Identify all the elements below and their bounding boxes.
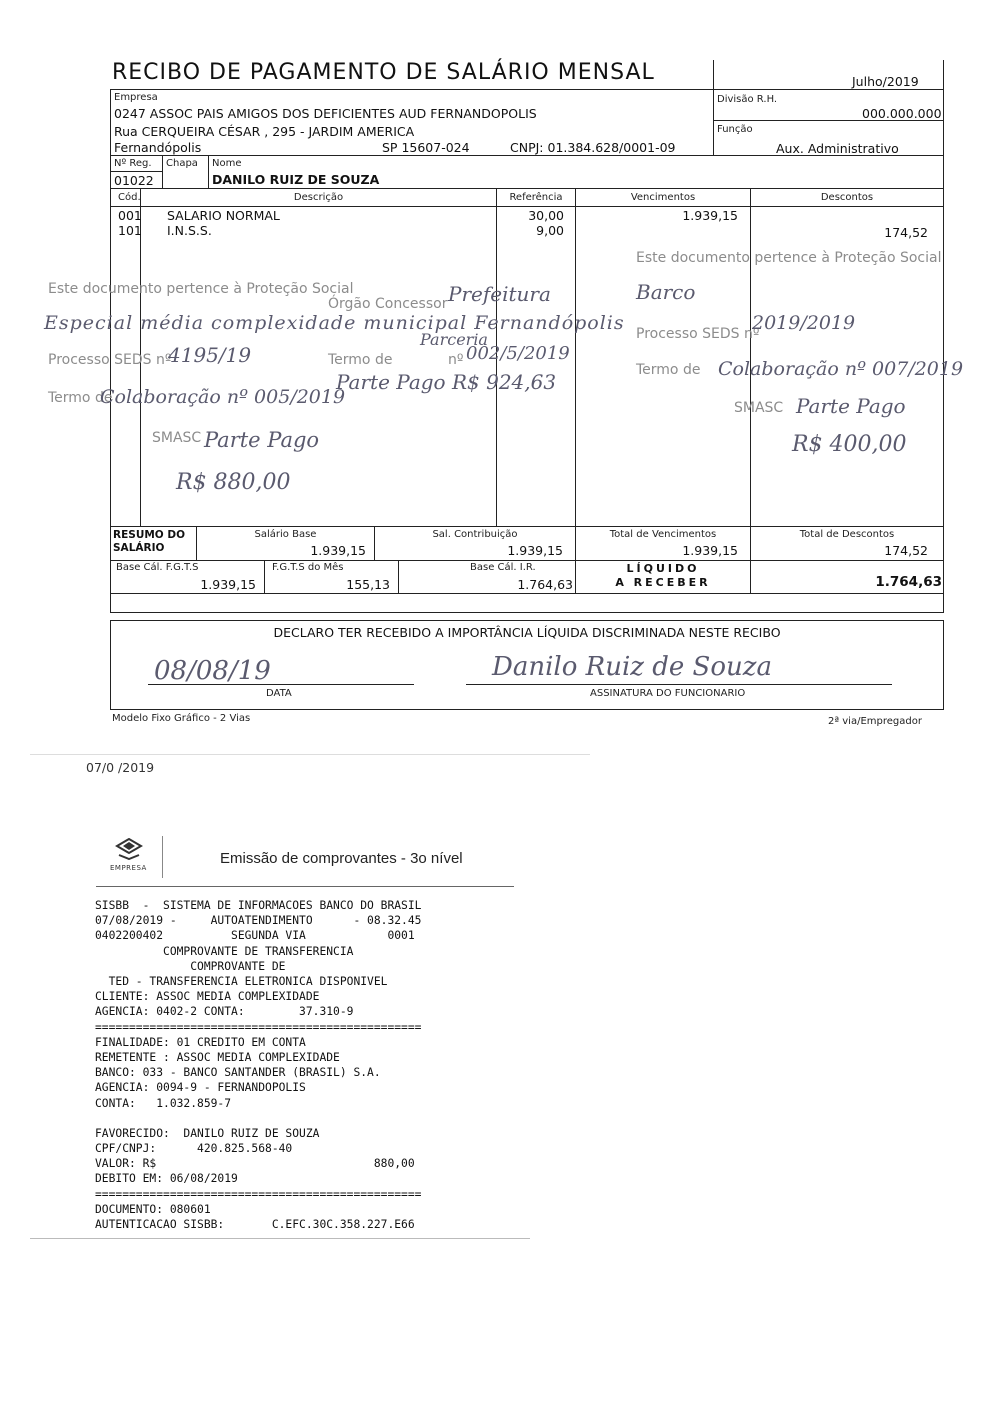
receipt-line: CONTA: 1.032.859-7 <box>95 1096 232 1110</box>
col-cod-header: Cód. <box>118 192 141 203</box>
payslip-title: RECIBO DE PAGAMENTO DE SALÁRIO MENSAL <box>112 60 655 85</box>
receipt-line: DOCUMENTO: 080601 <box>95 1202 211 1216</box>
liquido-label: LÍQUIDO <box>626 562 700 575</box>
receipt-line: REMETENTE : ASSOC MEDIA COMPLEXIDADE <box>95 1051 340 1065</box>
receipt-line: VALOR: R$ 880,00 <box>95 1157 415 1171</box>
stamp-text: nº <box>448 352 464 368</box>
receipt-line: CLIENTE: ASSOC MEDIA COMPLEXIDADE <box>95 990 320 1004</box>
stamp-text: SMASC <box>152 430 202 446</box>
col-descontos-header: Descontos <box>820 192 874 203</box>
resumo-label: RESUMO DO SALÁRIO <box>113 529 186 554</box>
scan-date: 07/0 /2019 <box>86 760 155 775</box>
empresa-city: Fernandópolis <box>114 140 202 155</box>
empresa-name: 0247 ASSOC PAIS AMIGOS DOS DEFICIENTES AUD FERNANDOPOLIS <box>114 106 537 121</box>
bank-receipt-body <box>95 898 421 1232</box>
declaration-text: DECLARO TER RECEBIDO A IMPORTÂNCIA LÍQUIDA DISCRIMINADA NESTE RECIBO <box>273 625 781 640</box>
receipt-line: BANCO: 033 - BANCO SANTANDER (BRASIL) S.A. <box>95 1066 381 1080</box>
stamp-text: Este documento pertence à Proteção Social <box>48 281 354 297</box>
receipt-line: FINALIDADE: 01 CREDITO EM CONTA <box>95 1035 306 1049</box>
receipt-line: 07/08/2019 - AUTOATENDIMENTO - 08.32.45 <box>95 914 422 928</box>
col-ref-header: Referência <box>509 192 563 203</box>
handwritten-note: Parceria <box>420 330 488 349</box>
handwritten-note: Especial média complexidade municipal Fernandópolis <box>44 312 625 334</box>
handwritten-note: Parte Pago R$ 924,63 <box>336 370 557 394</box>
receipt-line: SISBB - SISTEMA DE INFORMACOES BANCO DO BRASIL <box>95 899 422 912</box>
fgts-mes-label: F.G.T.S do Mês <box>272 562 344 573</box>
fgts-mes-value: 155,13 <box>346 577 390 592</box>
empresa-cnpj: CNPJ: 01.384.628/0001-09 <box>510 140 676 155</box>
receipt-line: AGENCIA: 0094-9 - FERNANDOPOLIS <box>95 1081 306 1095</box>
base-ir-value: 1.764,63 <box>517 577 573 592</box>
sal-contrib-value: 1.939,15 <box>507 543 563 558</box>
total-venc-value: 1.939,15 <box>682 543 738 558</box>
receipt-line <box>95 1111 421 1126</box>
sal-contrib-label: Sal. Contribuição <box>432 529 518 540</box>
stamp-text: Termo de <box>636 362 701 378</box>
item-desc: SALARIO NORMAL <box>167 208 280 223</box>
employee-signature: Danilo Ruiz de Souza <box>492 652 772 682</box>
item-descontos: 174,52 <box>884 225 928 240</box>
receipt-line: COMPROVANTE DE <box>95 959 286 973</box>
liquido-value: 1.764,63 <box>875 574 942 590</box>
handwritten-note: Parte Pago <box>796 394 906 418</box>
base-ir-label: Base Cál. I.R. <box>470 562 536 573</box>
handwritten-note: R$ 880,00 <box>176 470 291 495</box>
item-ref: 30,00 <box>528 208 564 223</box>
data-label: DATA <box>266 688 292 699</box>
a-receber-label: A RECEBER <box>615 576 711 589</box>
receipt-line: ================================================ <box>95 1020 422 1034</box>
receipt-line: COMPROVANTE DE TRANSFERENCIA <box>95 944 354 958</box>
nreg-value: 01022 <box>114 173 154 188</box>
empresa-uf-cep: SP 15607-024 <box>382 140 470 155</box>
empresa-label: Empresa <box>114 92 158 103</box>
handwritten-note: Colaboração nº 007/2019 <box>718 358 964 380</box>
competencia-value: Julho/2019 <box>852 74 919 89</box>
item-ref: 9,00 <box>536 223 564 238</box>
stamp-text: SMASC <box>734 400 784 416</box>
total-desc-label: Total de Descontos <box>799 529 895 540</box>
receipt-line: ================================================ <box>95 1187 422 1201</box>
signature-label: ASSINATURA DO FUNCIONARIO <box>590 688 746 699</box>
nreg-label: Nº Reg. <box>114 158 152 169</box>
stamp-text: Processo SEDS nº <box>636 326 760 342</box>
nome-label: Nome <box>212 158 242 169</box>
via-text: 2ª via/Empregador <box>828 716 922 727</box>
receipt-line: TED - TRANSFERENCIA ELETRONICA DISPONIVEL <box>95 975 388 989</box>
col-desc-header: Descrição <box>293 192 344 203</box>
base-fgts-value: 1.939,15 <box>200 577 256 592</box>
handwritten-note: 2019/2019 <box>752 312 856 334</box>
receipt-line: AGENCIA: 0402-2 CONTA: 37.310-9 <box>95 1005 354 1019</box>
stamp-text: Órgão Concessor <box>328 296 448 312</box>
bank-header-title: Emissão de comprovantes - 3o nível <box>220 850 463 867</box>
total-venc-label: Total de Vencimentos <box>609 529 717 540</box>
stamp-text: Este documento pertence à Proteção Social <box>636 250 942 266</box>
col-venc-header: Vencimentos <box>630 192 696 203</box>
divisao-label: Divisão R.H. <box>717 94 778 105</box>
handwritten-date: 08/08/19 <box>154 656 271 686</box>
divisao-value: 000.000.000 <box>862 106 942 121</box>
receipt-line: 0402200402 SEGUNDA VIA 0001 <box>95 929 415 943</box>
handwritten-note: Colaboração nº 005/2019 <box>100 386 346 408</box>
handwritten-note: Parte Pago <box>204 428 320 452</box>
receipt-line: DEBITO EM: 06/08/2019 <box>95 1172 238 1186</box>
total-desc-value: 174,52 <box>884 543 928 558</box>
item-cod: 001 <box>118 208 142 223</box>
bank-logo <box>96 838 164 876</box>
stamp-text: Termo de <box>328 352 393 368</box>
sal-base-label: Salário Base <box>254 529 317 540</box>
employee-name: DANILO RUIZ DE SOUZA <box>212 172 380 187</box>
bank-logo-icon <box>114 838 144 860</box>
funcao-label: Função <box>717 124 753 135</box>
item-venc: 1.939,15 <box>682 208 738 223</box>
receipt-line: FAVORECIDO: DANILO RUIZ DE SOUZA <box>95 1126 320 1140</box>
handwritten-note: 4195/19 <box>168 343 252 367</box>
stamp-text: Termo de <box>48 390 113 406</box>
handwritten-note: Prefeitura <box>448 282 551 306</box>
handwritten-note: R$ 400,00 <box>792 432 907 457</box>
bank-logo-caption: EMPRESA <box>110 864 147 872</box>
receipt-line: AUTENTICACAO SISBB: C.EFC.30C.358.227.E66 <box>95 1218 415 1232</box>
receipt-line: CPF/CNPJ: 420.825.568-40 <box>95 1142 293 1156</box>
chapa-label: Chapa <box>166 158 198 169</box>
item-cod: 101 <box>118 223 142 238</box>
handwritten-note: Barco <box>636 280 696 304</box>
sal-base-value: 1.939,15 <box>310 543 366 558</box>
base-fgts-label: Base Cál. F.G.T.S <box>116 562 199 573</box>
funcao-value: Aux. Administrativo <box>776 141 899 156</box>
stamp-text: Processo SEDS nº <box>48 352 172 368</box>
item-desc: I.N.S.S. <box>167 223 212 238</box>
handwritten-note: 002/5/2019 <box>466 343 570 364</box>
empresa-address: Rua CERQUEIRA CÉSAR , 295 - JARDIM AMERICA <box>114 124 415 139</box>
modelo-text: Modelo Fixo Gráfico - 2 Vias <box>112 713 251 724</box>
